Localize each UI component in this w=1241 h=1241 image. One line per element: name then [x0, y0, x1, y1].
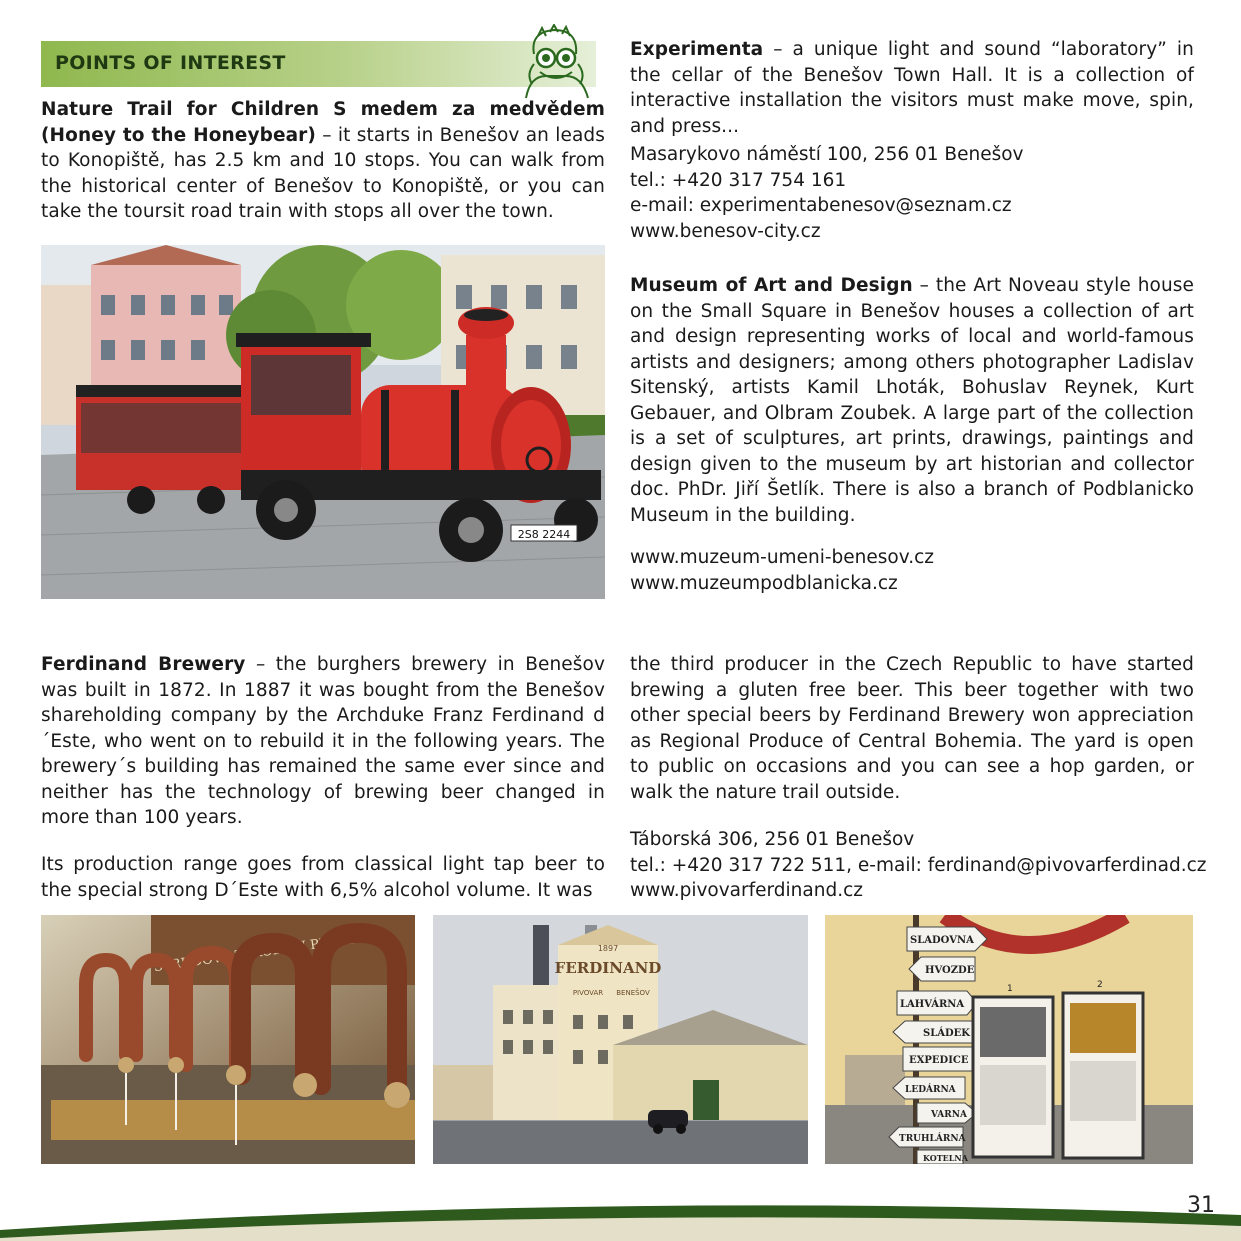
brewery-gluten-free-paragraph: the third producer in the Czech Republic to have started brewing a gluten free beer. This beer together with two other special beers by Ferdinand Brewery won appreciation as Regional Produce of Central Bohemia. The yard is open to public on occasions and you can see a hop garden, or walk the nature trail outside.	[630, 654, 1194, 803]
brewery-sign-sub2: BENEŠOV	[616, 989, 650, 997]
sign-ledarna: LEDÁRNA	[905, 1085, 956, 1095]
experimenta-website[interactable]: www.benesov-city.cz	[630, 220, 821, 242]
sign-sladek: SLÁDEK	[923, 1028, 970, 1039]
beer-taps-photo	[41, 915, 415, 1164]
board-number-2: 2	[1097, 980, 1103, 990]
experimenta-title: Experimenta	[630, 39, 764, 60]
brewery-production-paragraph: Its production range goes from classical light tap beer to the special strong D´Este with 6,5% alcohol volume. It was	[41, 854, 605, 901]
train-license-plate: 2S8 2244	[517, 528, 571, 541]
taps-sign: STRUDOVY ZÁKODY U PLZNĚ	[152, 931, 359, 976]
brewery-title: Ferdinand Brewery	[41, 654, 246, 675]
brewery-address: Táborská 306, 256 01 Benešov	[630, 829, 915, 850]
experimenta-contact	[630, 142, 1024, 244]
experimenta-address: Masarykovo náměstí 100, 256 01 Benešov	[630, 144, 1024, 165]
nature-trail-title: Nature Trail for Children S medem za medvědem (Honey to the Honeybear)	[41, 99, 605, 146]
museum-website-2[interactable]: www.muzeumpodblanicka.cz	[630, 572, 898, 594]
brewery-text: – the burghers brewery in Benešov was built in 1872. In 1887 it was bought from the Benešov shareholding company by the Archduke Franz Ferdinand d´Este, who went on to rebuild it in the following years. The brewery´s building has remained the same ever since and neither has the technology of brewing beer changed in more than 100 years.	[41, 654, 605, 828]
sign-truhlarna: TRUHLÁRNA	[899, 1134, 966, 1144]
sign-hvozde: HVOZDE	[925, 965, 975, 976]
footer-wave-decoration	[0, 1190, 1241, 1241]
brewery-phone-email: tel.: +420 317 722 511, e-mail: ferdinand@pivovarferdinad.cz	[630, 854, 1207, 876]
child-with-binoculars-icon	[516, 24, 596, 99]
sign-sladovna: SLADOVNA	[910, 935, 974, 946]
brewery-paragraph	[41, 652, 605, 831]
museum-links	[630, 545, 934, 596]
sign-kotelna: KOTELNA	[923, 1153, 968, 1163]
signpost-photo	[825, 915, 1193, 1164]
nature-trail-paragraph	[41, 97, 605, 225]
museum-paragraph	[630, 273, 1194, 528]
brewery-sign-name: FERDINAND	[554, 959, 662, 977]
sign-varna: VARNA	[931, 1110, 967, 1120]
board-number-1: 1	[1007, 984, 1013, 994]
sign-expedice: EXPEDICE	[909, 1055, 969, 1066]
experimenta-email[interactable]: e-mail: experimentabenesov@seznam.cz	[630, 195, 1012, 216]
experimenta-paragraph	[630, 37, 1194, 139]
nature-trail-text: – it starts in Benešov an leads to Konopiště, has 2.5 km and 10 stops. You can walk from the historical center of Benešov to Konopiště, or you can take the toursit road train with stops all over the town.	[41, 124, 605, 222]
brewery-sign-sub1: PIVOVAR	[572, 989, 604, 997]
brewery-website[interactable]: www.pivovarferdinand.cz	[630, 880, 863, 901]
page-number: 31	[1187, 1193, 1215, 1218]
section-title: POINTS OF INTEREST	[55, 52, 286, 74]
experimenta-phone: tel.: +420 317 754 161	[630, 169, 847, 191]
sign-lahvarna: LAHVÁRNA	[900, 999, 965, 1010]
road-train-photo	[41, 245, 605, 599]
museum-website-1[interactable]: www.muzeum-umeni-benesov.cz	[630, 547, 934, 568]
brewery-contact	[630, 827, 1206, 904]
museum-title: Museum of Art and Design	[630, 275, 913, 296]
museum-text: – the Art Noveau style house on the Small Square in Benešov houses a collection of art and design representing works of local and world-famous artists and designers; among others photographer Ladislav Sitenský, artists Kamil Lhoták, Bohuslav Reynek, Kurt Gebauer, and Olbram Zoubek. A large part of the collection is a set of sculptures, art prints, drawings, paintings and design given to the museum by art historian and collector doc. PhDr. Jiří Šetlík. There is also a branch of Podblanicko Museum in the building.	[630, 275, 1194, 526]
experimenta-text: – a unique light and sound “laboratory” in the cellar of the Benešov Town Hall. It is a collection of interactive installation the visitors must make move, spin, and press...	[630, 39, 1194, 137]
brewery-building-photo	[433, 915, 808, 1164]
brewery-year: 1897	[597, 944, 619, 953]
